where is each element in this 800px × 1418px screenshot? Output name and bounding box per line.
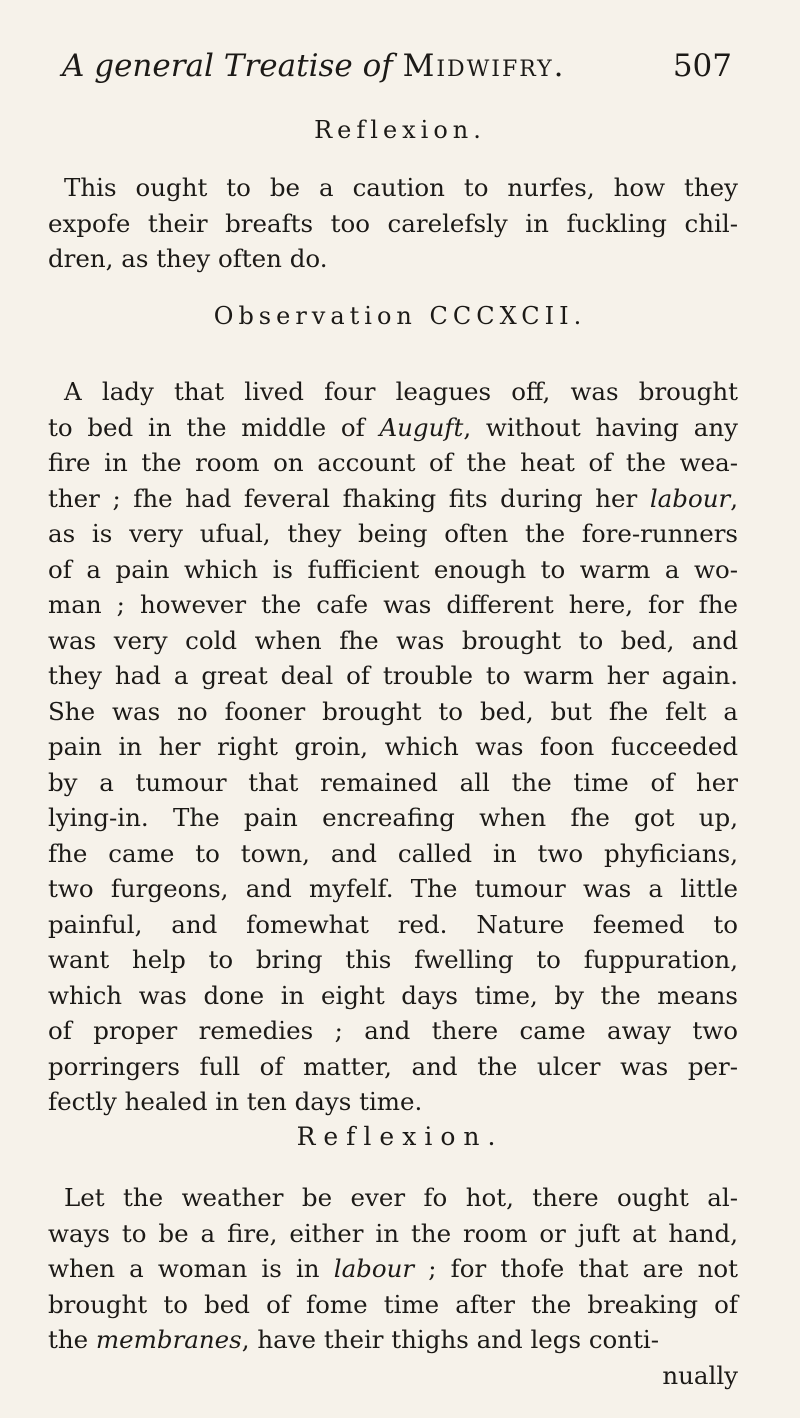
- text-line: [48, 552, 738, 588]
- reflexion-2-paragraph: [48, 1180, 738, 1393]
- text-run: man ; however the cafe was different here, for fhe: [48, 590, 738, 619]
- text-run: Let the weather be ever fo hot, there ought al-: [64, 1183, 738, 1212]
- text-run: ,: [730, 483, 738, 513]
- italic-term: Auguft: [379, 412, 464, 442]
- catchword: nually: [662, 1360, 738, 1390]
- running-head-subject: Midwifry.: [402, 48, 566, 84]
- text-line: [48, 1216, 738, 1252]
- text-line: [48, 800, 738, 836]
- text-line: [48, 907, 738, 943]
- observation-paragraph: [48, 374, 738, 1120]
- text-line: [48, 1084, 738, 1120]
- running-head: [62, 38, 732, 94]
- text-run: when a woman is in: [48, 1254, 334, 1283]
- text-line: expofe their breafts too carelefsly in fuckling chil-: [48, 208, 738, 238]
- text-line: [48, 871, 738, 907]
- italic-term: labour: [649, 483, 731, 513]
- text-run: by a tumour that remained all the time of her: [48, 767, 738, 797]
- text-line: This ought to be a caution to nurfes, how they: [64, 173, 738, 202]
- text-run: lying-in. The pain encreafing when fhe got up,: [48, 803, 738, 832]
- text-run: which was done in eight days time, by the means: [48, 980, 738, 1010]
- text-run: She was no fooner brought to bed, but fhe felt a: [48, 696, 738, 726]
- text-line: [48, 978, 738, 1014]
- text-line: dren, as they often do.: [48, 244, 328, 273]
- section-heading-reflexion-1: Reflexion.: [314, 116, 486, 144]
- text-line: [48, 1049, 738, 1085]
- text-line: [48, 942, 738, 978]
- text-line: [48, 1180, 738, 1216]
- text-line: [48, 623, 738, 659]
- text-run: to bed in the middle of: [48, 412, 380, 442]
- running-head-title: A general Treatise of: [62, 48, 393, 84]
- text-run: of a pain which is fufficient enough to warm a wo-: [48, 554, 738, 584]
- section-heading-reflexion-2: Reflexion.: [296, 1122, 504, 1151]
- text-run: fectly healed in ten days time.: [48, 1087, 423, 1116]
- text-line: [48, 516, 738, 552]
- text-run: , have their thighs and legs conti-: [241, 1325, 660, 1354]
- italic-term: labour: [333, 1254, 415, 1283]
- text-line: [48, 1322, 738, 1358]
- text-run: fire in the room on account of the heat of the wea-: [48, 448, 738, 477]
- text-line: [48, 658, 738, 694]
- text-run: porringers full of matter, and the ulcer was per-: [48, 1051, 738, 1081]
- italic-term: membranes: [95, 1325, 242, 1354]
- text-run: of proper remedies ; and there came away two: [48, 1016, 738, 1045]
- text-line: [48, 1287, 738, 1323]
- text-run: the: [48, 1325, 96, 1354]
- text-line: [48, 1013, 738, 1049]
- text-line: [48, 587, 738, 623]
- text-line: [48, 374, 738, 410]
- text-line: [48, 765, 738, 801]
- reflexion-1-paragraph: [48, 170, 738, 277]
- text-run: painful, and fomewhat red. Nature feemed to: [48, 909, 738, 939]
- text-line: [48, 694, 738, 730]
- text-line: [48, 445, 738, 481]
- text-line: [48, 729, 738, 765]
- text-run: pain in her right groin, which was foon fucceeded: [48, 732, 738, 761]
- text-run: brought to bed of fome time after the breaking of: [48, 1289, 738, 1319]
- observation-heading: Observation CCCXCII.: [213, 302, 587, 330]
- page-number: 507: [672, 48, 732, 84]
- text-run: ways to be a fire, either in the room or juft at hand,: [48, 1218, 738, 1248]
- text-run: ther ; fhe had feveral fhaking fits during her: [48, 483, 650, 513]
- text-line: [48, 836, 738, 872]
- text-run: was very cold when fhe was brought to bed, and: [48, 625, 738, 655]
- text-line: [48, 1251, 738, 1287]
- text-run: as is very ufual, they being often the fore-runners: [48, 519, 738, 548]
- text-line: [48, 410, 738, 446]
- text-run: two furgeons, and myfelf. The tumour was a little: [48, 874, 738, 903]
- text-run: they had a great deal of trouble to warm her again.: [48, 661, 738, 690]
- text-run: , without having any: [463, 412, 738, 442]
- text-run: fhe came to town, and called in two phyficians,: [48, 838, 738, 868]
- text-run: want help to bring this fwelling to fuppuration,: [48, 945, 738, 974]
- text-run: A lady that lived four leagues off, was brought: [64, 377, 738, 406]
- text-line: [48, 481, 738, 517]
- text-run: ; for thofe that are not: [414, 1254, 738, 1283]
